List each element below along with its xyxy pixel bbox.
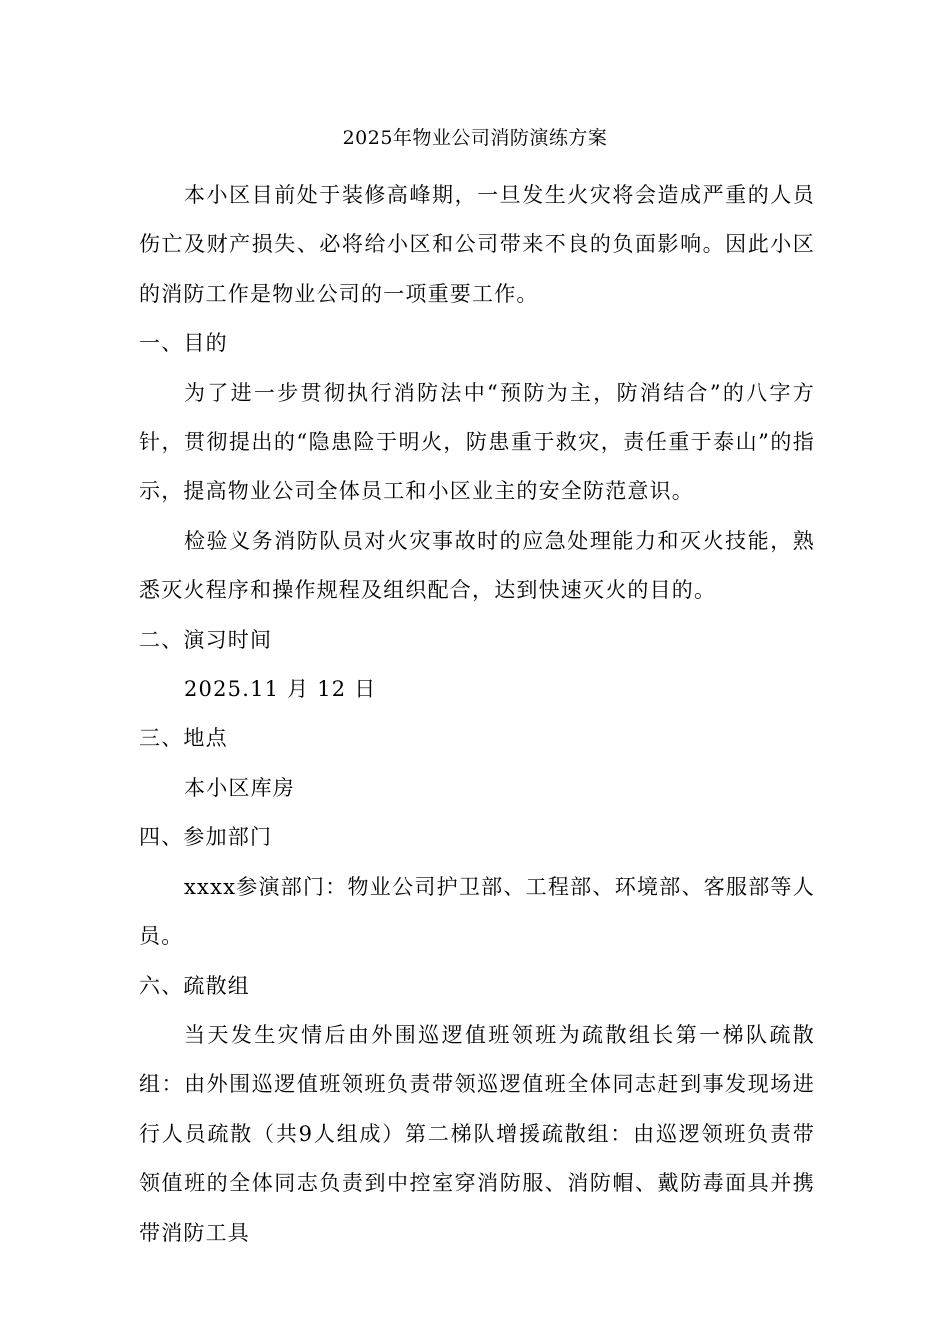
paragraph-purpose-2: 检验义务消防队员对火灾事故时的应急处理能力和灭火技能，熟悉灭火程序和操作规程及组织配合，达到快速灭火的目的。 <box>139 528 815 603</box>
section-heading-location: 三、地点 <box>139 726 228 751</box>
paragraph-time: 2025.11 月 12 日 <box>184 677 377 702</box>
section-heading-time: 二、演习时间 <box>139 627 273 652</box>
paragraph-evacuation: 当天发生灾情后由外围巡逻值班领班为疏散组长第一梯队疏散组：由外围巡逻值班领班负责带领巡逻值班全体同志赶到事发现场进行人员疏散（共9人组成）第二梯队增援疏散组：由巡逻领班负责带领值班的全体同志负责到中控室穿消防服、消防帽、戴防毒面具并携带消防工具 <box>139 1022 815 1245</box>
paragraph-location: 本小区库房 <box>184 775 295 800</box>
paragraph-intro: 本小区目前处于装修高峰期，一旦发生火灾将会造成严重的人员伤亡及财产损失、必将给小区和公司带来不良的负面影响。因此小区的消防工作是物业公司的一项重要工作。 <box>139 183 815 306</box>
section-heading-evacuation: 六、疏散组 <box>139 973 250 998</box>
paragraph-departments: xxxx参演部门：物业公司护卫部、工程部、环境部、客服部等人员。 <box>139 874 815 949</box>
paragraph-purpose-1: 为了进一步贯彻执行消防法中“预防为主，防消结合”的八字方针，贯彻提出的“隐患险于明火，防患重于救灾，责任重于泰山”的指示，提高物业公司全体员工和小区业主的安全防范意识。 <box>139 380 815 504</box>
document-body <box>139 171 815 1258</box>
document-title: 2025年物业公司消防演练方案 <box>342 127 608 149</box>
section-heading-departments: 四、参加部门 <box>139 825 273 850</box>
section-heading-purpose: 一、目的 <box>139 331 228 356</box>
